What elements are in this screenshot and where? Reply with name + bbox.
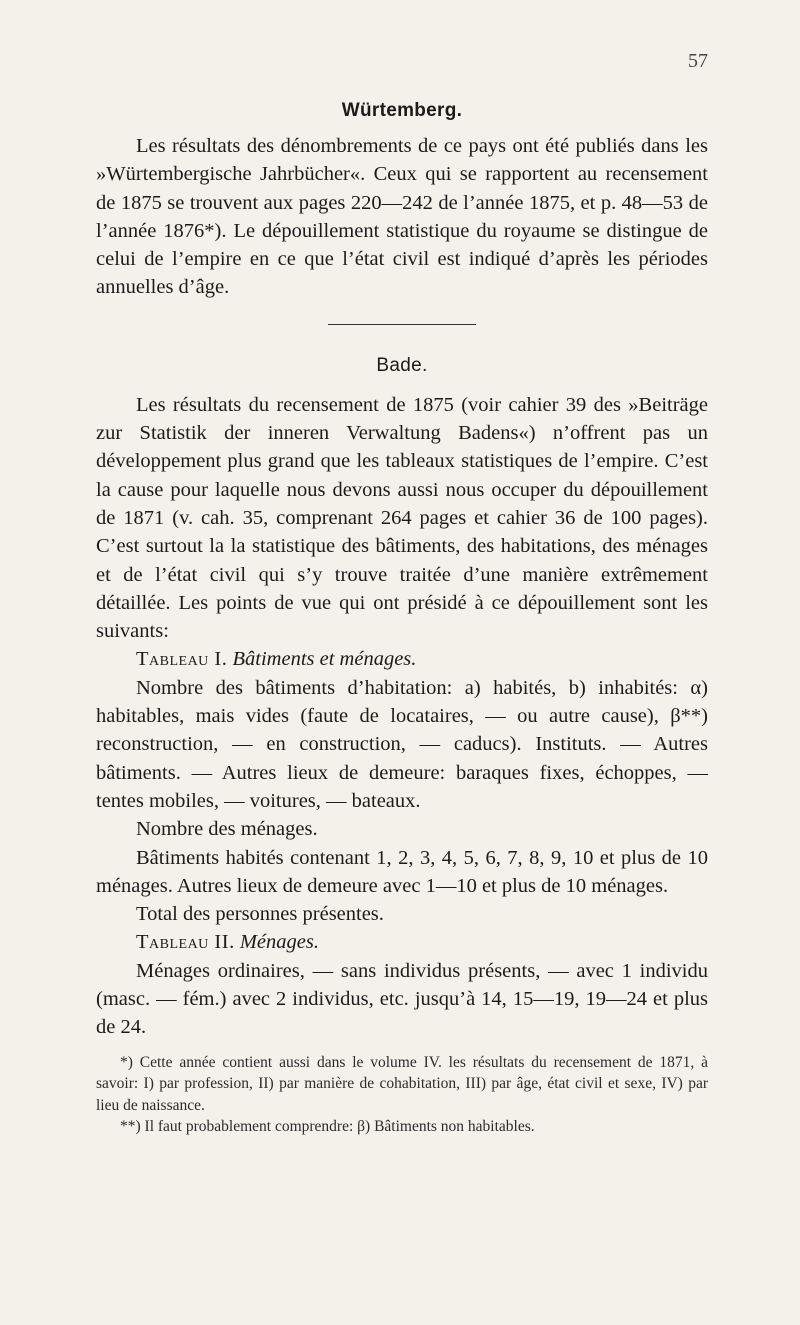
tableau-1-text: Nombre des bâtiments d’habitation: a) habités, b) inhabités: α) habitables, mais vides (faute de locataires, — ou autre cause), β**) reconstruction, — en construction, — caducs). Instituts. — Autres bâtiments. — Autres lieux de demeure: baraques fixes, échoppes, — tentes mobiles, — voitures, — bateaux. (96, 676, 708, 812)
wurtemberg-paragraph: Les résultats des dénombrements de ce pays ont été publiés dans les »Würtembergische Jahrbücher«. Ceux qui se rapportent au recensement de 1875 se trouvent aux pages 220—242 de l’année 1875, et p. 48—53 de l’année 1876*). Le dépouillement statistique du royaume se distingue de celui de l’empire en ce que l’état civil est indiqué d’après les périodes annuelles d’âge. (96, 135, 708, 299)
bade-paragraph: Les résultats du recensement de 1875 (voir cahier 39 des »Beiträge zur Statistik der inneren Verwaltung Badens«) n’offrent pas un développement plus grand que les tableaux statistiques de l’empire. C’est la cause pour laquelle nous devons aussi nous occuper du dépouillement de 1871 (v. cah. 35, comprenant 264 pages et cahier 36 de 100 pages). C’est surtout la la statistique des bâtiments, des habitations, des ménages et de l’état civil qui s’y trouve traitée d’une manière extrêmement détaillée. Les points de vue qui ont présidé à ce dépouillement sont les suivants: (96, 393, 708, 643)
tableau-1-line-3: Bâtiments habités contenant 1, 2, 3, 4, 5, 6, 7, 8, 9, 10 et plus de 10 ménages. Autres lieux de demeure avec 1—10 et plus de 10 ménages. (96, 846, 708, 897)
section-divider (328, 324, 476, 325)
footnote-1: *) Cette année contient aussi dans le volume IV. les résultats du recensement de 1871, à savoir: I) par profession, II) par manière de cohabitation, III) par âge, état civil et sexe, IV) par lieu de naissance. (96, 1053, 708, 1114)
tableau-2-label: Tableau II. (136, 931, 235, 954)
tableau-2-text: Ménages ordinaires, — sans individus présents, — avec 1 individu (masc. — fém.) avec 2 individus, etc. jusqu’à 14, 15—19, 19—24 et plus de 24. (96, 959, 708, 1039)
footnotes (96, 1052, 708, 1138)
tableau-1-title: Bâtiments et ménages. (232, 648, 417, 671)
tableau-2-title: Ménages. (239, 931, 319, 954)
footnote-2: **) Il faut probablement comprendre: β) Bâtiments non habitables. (120, 1118, 535, 1136)
page-content (96, 100, 708, 1138)
tableau-1-heading (96, 645, 708, 673)
tableau-1-line-2: Nombre des ménages. (136, 818, 318, 841)
section-title-bade: Bade. (376, 354, 428, 376)
tableau-2-heading (96, 928, 708, 956)
page-number: 57 (688, 50, 708, 72)
tableau-1-label: Tableau I. (136, 648, 228, 671)
tableau-1-line-4: Total des personnes présentes. (136, 903, 384, 926)
section-title-wurtemberg: Würtemberg. (341, 100, 463, 121)
